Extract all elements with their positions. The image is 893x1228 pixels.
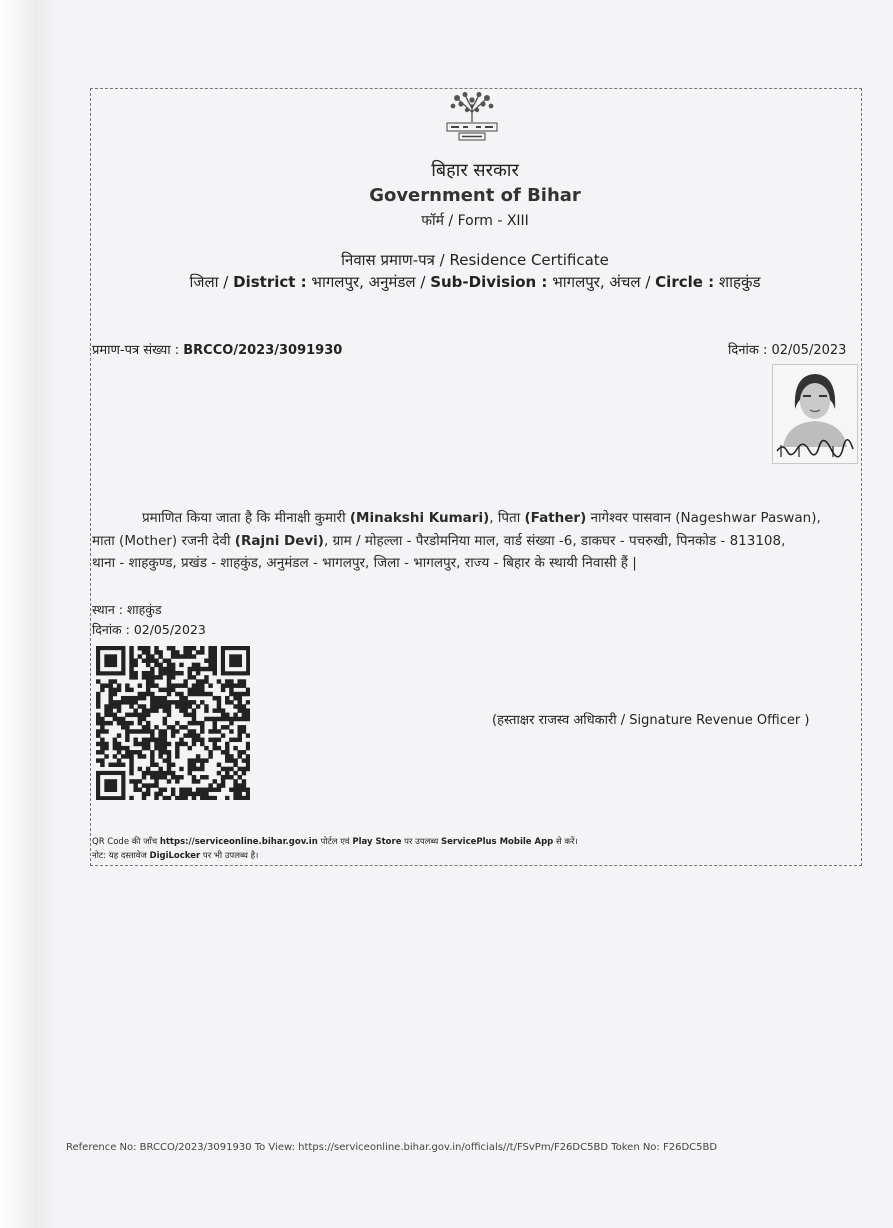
circle-value: शाहकुंड [714, 273, 761, 291]
paper-edge [0, 0, 60, 1228]
certify-text: प्रमाणित किया जाता है कि मीनाक्षी कुमारी [142, 510, 350, 526]
digilocker-note [92, 850, 258, 861]
mother-label: माता (Mother) रजनी देवी [92, 532, 235, 549]
issue-date [92, 621, 206, 638]
certificate-title: निवास प्रमाण-पत्र / Residence Certificate [341, 251, 609, 269]
applicant-name: (Minakshi Kumari) [349, 510, 490, 526]
applicant-portrait-image [773, 365, 857, 463]
mother-name: (Rajni Devi) [234, 532, 324, 549]
issue-date-value: 02/05/2023 [133, 622, 206, 637]
body-line-2 [92, 530, 858, 553]
circle-label: Circle : [655, 273, 715, 291]
address: , ग्राम / मोहल्ला - पैरडोमनिया माल, वार्ड संख्या -6, डाकघर - पचरुखी, पिनकोड - 813108, [323, 532, 786, 549]
district-label: District : [233, 273, 307, 291]
certificate-date [728, 340, 846, 358]
father-label-english: (Father) [524, 510, 587, 526]
certificate-body [92, 507, 858, 575]
district-value: भागलपुर, अनुमंडल / [306, 273, 431, 291]
qr-note-text-2: पोर्टल एवं [317, 837, 353, 847]
digilocker-note-text-2: पर भी उपलब्ध है। [200, 851, 259, 861]
qr-verification-note [92, 836, 578, 847]
applicant-photo [772, 364, 858, 464]
father-name: नागेश्वर पासवान (Nageshwar Paswan), [586, 510, 821, 526]
district-label-hindi: जिला / [189, 273, 234, 291]
qr-note-text-3: पर उपलब्ध [401, 837, 442, 847]
certificate-date-label: दिनांक : [728, 343, 772, 358]
body-line-1 [92, 507, 858, 530]
digilocker-note-text: नोट: यह दस्तावेज [92, 851, 150, 861]
state-name-english: Government of Bihar [369, 185, 581, 206]
issue-date-label: दिनांक : [92, 622, 134, 637]
issue-place: स्थान : शाहकुंड [92, 602, 162, 617]
certificate-number-value: BRCCO/2023/3091930 [183, 343, 343, 358]
play-store-text: Play Store [352, 837, 402, 847]
qr-note-text-4: से करें। [553, 837, 578, 847]
qr-note-text: QR Code की जाँच [92, 837, 160, 847]
bihar-state-emblem-icon [443, 92, 501, 142]
app-name: ServicePlus Mobile App [441, 837, 554, 847]
digilocker-name: DigiLocker [149, 851, 201, 861]
state-name-hindi: बिहार सरकार [431, 160, 519, 181]
qr-code-icon [96, 646, 250, 800]
certificate-number-label: प्रमाण-पत्र संख्या : [92, 343, 184, 358]
subdivision-label: Sub-Division : [430, 273, 548, 291]
signature-label: (हस्ताक्षर राजस्व अधिकारी / Signature Revenue Officer ) [492, 713, 810, 728]
body-line-3: थाना - शाहकुण्ड, प्रखंड - शाहकुंड, अनुमंडल - भागलपुर, जिला - भागलपुर, राज्य - बिहार के स्थायी निवासी हैं | [92, 555, 637, 571]
subdivision-value: भागलपुर, अंचल / [547, 273, 656, 291]
district-line [90, 272, 860, 292]
reference-footer: Reference No: BRCCO/2023/3091930 To View: https://serviceonline.bihar.gov.in/officials//t/FSvPm/F26DC5BD Token No: F26DC5BD [66, 1142, 718, 1153]
certificate-number [92, 340, 342, 358]
certificate-date-value: 02/05/2023 [771, 343, 847, 358]
portal-url: https://serviceonline.bihar.gov.in [159, 837, 318, 847]
father-label: , पिता [489, 510, 525, 526]
form-number: फॉर्म / Form - XIII [421, 213, 529, 229]
